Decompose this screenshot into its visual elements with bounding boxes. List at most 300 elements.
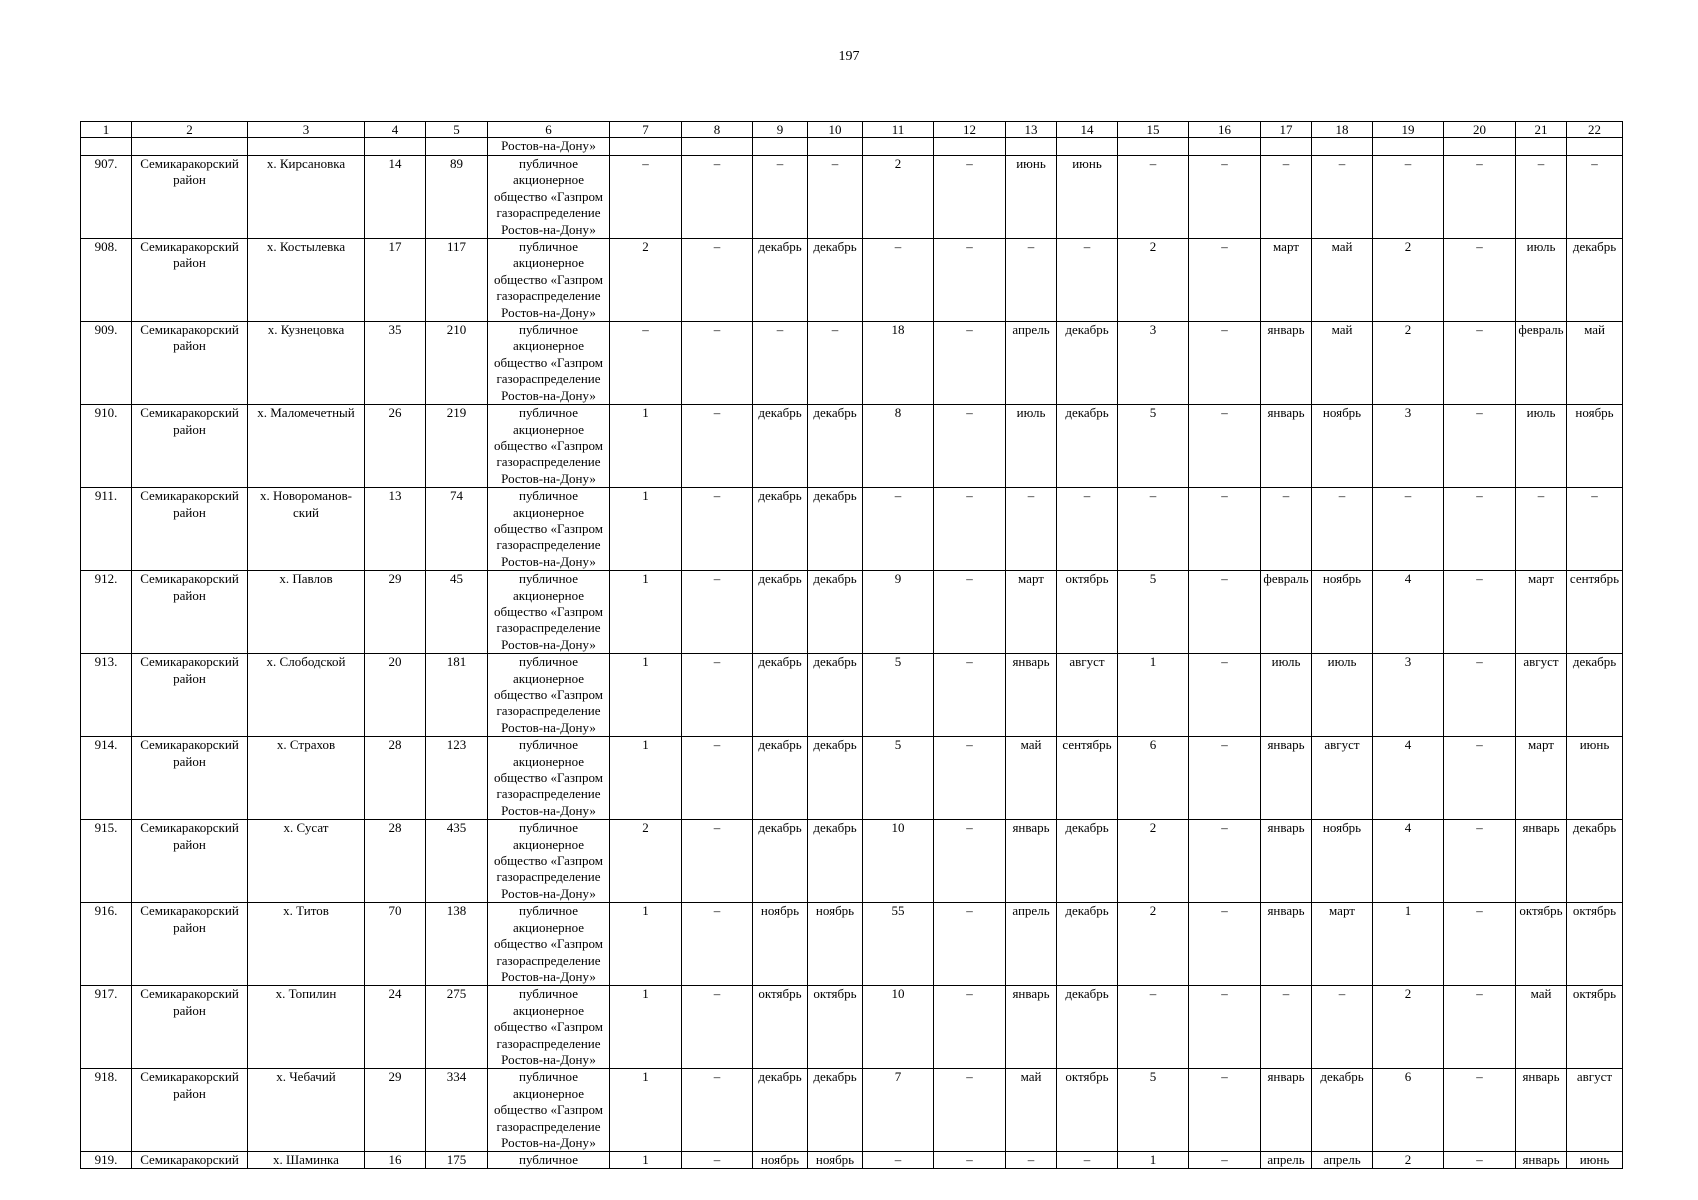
table-cell: – — [934, 903, 1006, 986]
table-cell: 334 — [426, 1069, 488, 1152]
table-cell: – — [1516, 488, 1567, 571]
column-number-header-row — [81, 122, 1623, 138]
table-cell: январь — [1516, 1152, 1567, 1169]
table-row — [81, 405, 1623, 488]
table-cell: октябрь — [1567, 903, 1623, 986]
table-cell: 1 — [610, 986, 682, 1069]
table-cell — [1516, 138, 1567, 156]
table-cell: 2 — [863, 156, 934, 239]
table-cell: – — [934, 156, 1006, 239]
table-cell: публичное акционерное общество «Газпром газораспределение Ростов-на-Дону» — [488, 571, 610, 654]
table-cell — [1312, 138, 1373, 156]
table-cell: август — [1516, 654, 1567, 737]
table-cell: – — [1444, 239, 1516, 322]
table-cell: 7 — [863, 1069, 934, 1152]
row-number-cell: 916. — [81, 903, 132, 986]
table-cell: – — [934, 239, 1006, 322]
table-cell: – — [1261, 488, 1312, 571]
table-cell: май — [1516, 986, 1567, 1069]
table-cell: публичное акционерное общество «Газпром газораспределение Ростов-на-Дону» — [488, 488, 610, 571]
table-cell: х. Кирсановка — [248, 156, 365, 239]
table-cell: 138 — [426, 903, 488, 986]
table-cell: – — [682, 654, 753, 737]
table-cell: х. Чебачий — [248, 1069, 365, 1152]
table-cell: – — [863, 488, 934, 571]
table-cell: май — [1312, 239, 1373, 322]
table-cell: – — [934, 488, 1006, 571]
table-cell: – — [1189, 1069, 1261, 1152]
table-cell: 5 — [863, 737, 934, 820]
table-cell: х. Шаминка — [248, 1152, 365, 1169]
table-cell: – — [1006, 1152, 1057, 1169]
column-number-header: 5 — [426, 122, 488, 138]
table-cell: декабрь — [808, 405, 863, 488]
table-cell: 1 — [610, 405, 682, 488]
table-cell: март — [1261, 239, 1312, 322]
table-cell: 2 — [1118, 820, 1189, 903]
table-cell: ноябрь — [808, 903, 863, 986]
table-cell: публичное акционерное общество «Газпром газораспределение Ростов-на-Дону» — [488, 239, 610, 322]
column-number-header: 6 — [488, 122, 610, 138]
table-cell: – — [1057, 1152, 1118, 1169]
table-cell: – — [682, 820, 753, 903]
table-cell: 13 — [365, 488, 426, 571]
table-cell: – — [610, 156, 682, 239]
column-number-header: 11 — [863, 122, 934, 138]
table-cell: 175 — [426, 1152, 488, 1169]
table-cell — [1118, 138, 1189, 156]
table-cell: – — [682, 156, 753, 239]
table-cell: 24 — [365, 986, 426, 1069]
table-cell: июнь — [1567, 1152, 1623, 1169]
table-cell: Семикаракорский район — [132, 654, 248, 737]
table-cell: 1 — [610, 903, 682, 986]
column-number-header: 17 — [1261, 122, 1312, 138]
table-cell: декабрь — [753, 654, 808, 737]
table-cell: октябрь — [1057, 571, 1118, 654]
column-number-header: 13 — [1006, 122, 1057, 138]
table-body — [81, 122, 1623, 1169]
table-cell: 5 — [1118, 405, 1189, 488]
table-cell: январь — [1006, 986, 1057, 1069]
table-cell: 3 — [1118, 322, 1189, 405]
table-cell: 181 — [426, 654, 488, 737]
table-cell: август — [1057, 654, 1118, 737]
continuation-row — [81, 138, 1623, 156]
table-cell: январь — [1516, 1069, 1567, 1152]
table-cell: май — [1006, 737, 1057, 820]
table-cell: январь — [1006, 654, 1057, 737]
table-cell — [1444, 138, 1516, 156]
table-cell: июль — [1312, 654, 1373, 737]
table-cell: декабрь — [753, 488, 808, 571]
table-cell — [132, 138, 248, 156]
table-cell: 1 — [610, 737, 682, 820]
table-cell: 3 — [1373, 654, 1444, 737]
row-number-cell: 914. — [81, 737, 132, 820]
table-cell: х. Маломечетный — [248, 405, 365, 488]
table-row — [81, 737, 1623, 820]
table-cell: декабрь — [753, 820, 808, 903]
table-cell — [1189, 138, 1261, 156]
table-cell: декабрь — [808, 820, 863, 903]
table-cell: – — [1444, 488, 1516, 571]
table-cell: х. Титов — [248, 903, 365, 986]
column-number-header: 21 — [1516, 122, 1567, 138]
row-number-cell: 910. — [81, 405, 132, 488]
table-cell: – — [1312, 986, 1373, 1069]
table-cell: декабрь — [1567, 820, 1623, 903]
table-cell: – — [1312, 156, 1373, 239]
table-cell: – — [1444, 903, 1516, 986]
table-cell: 6 — [1118, 737, 1189, 820]
table-cell: 20 — [365, 654, 426, 737]
table-cell — [426, 138, 488, 156]
table-cell: – — [682, 571, 753, 654]
table-cell: август — [1567, 1069, 1623, 1152]
table-cell: декабрь — [808, 654, 863, 737]
table-cell: – — [1118, 986, 1189, 1069]
table-cell: – — [1189, 820, 1261, 903]
page-number: 197 — [838, 49, 860, 64]
row-number-cell: 908. — [81, 239, 132, 322]
table-cell: – — [610, 322, 682, 405]
table-cell: публичное акционерное общество «Газпром газораспределение Ростов-на-Дону» — [488, 654, 610, 737]
table-cell: октябрь — [1057, 1069, 1118, 1152]
data-table — [80, 121, 1623, 1169]
table-cell: май — [1006, 1069, 1057, 1152]
table-cell: х. Кузнецовка — [248, 322, 365, 405]
table-cell: июль — [1516, 239, 1567, 322]
table-cell: 1 — [1118, 1152, 1189, 1169]
table-cell: 26 — [365, 405, 426, 488]
table-cell: февраль — [1516, 322, 1567, 405]
table-cell: март — [1312, 903, 1373, 986]
table-cell: 28 — [365, 737, 426, 820]
table-cell: Семикаракорский район — [132, 405, 248, 488]
table-cell: публичное акционерное общество «Газпром газораспределение Ростов-на-Дону» — [488, 903, 610, 986]
table-cell — [753, 138, 808, 156]
table-cell: Семикаракорский район — [132, 488, 248, 571]
table-cell: 4 — [1373, 571, 1444, 654]
table-cell: 14 — [365, 156, 426, 239]
table-cell: – — [1373, 156, 1444, 239]
column-number-header: 4 — [365, 122, 426, 138]
table-cell — [1373, 138, 1444, 156]
table-cell: – — [1189, 239, 1261, 322]
column-number-header: 2 — [132, 122, 248, 138]
table-cell: июнь — [1567, 737, 1623, 820]
table-cell: февраль — [1261, 571, 1312, 654]
table-cell: декабрь — [808, 571, 863, 654]
column-number-header: 9 — [753, 122, 808, 138]
table-cell: май — [1312, 322, 1373, 405]
table-cell: 29 — [365, 571, 426, 654]
table-cell: январь — [1516, 820, 1567, 903]
table-cell: – — [808, 322, 863, 405]
table-cell: публичное акционерное общество «Газпром газораспределение Ростов-на-Дону» — [488, 322, 610, 405]
table-cell: х. Слободской — [248, 654, 365, 737]
table-cell: декабрь — [1567, 654, 1623, 737]
table-cell: Семикаракорский район — [132, 571, 248, 654]
table-cell: ноябрь — [753, 903, 808, 986]
table-cell: – — [1189, 654, 1261, 737]
table-cell: 10 — [863, 820, 934, 903]
table-cell: – — [1118, 488, 1189, 571]
table-cell: январь — [1261, 1069, 1312, 1152]
column-number-header: 19 — [1373, 122, 1444, 138]
table-cell: – — [1189, 986, 1261, 1069]
table-cell — [610, 138, 682, 156]
table-cell: ноябрь — [1312, 405, 1373, 488]
table-cell: октябрь — [1516, 903, 1567, 986]
table-cell: – — [863, 1152, 934, 1169]
table-cell: х. Костылевка — [248, 239, 365, 322]
table-cell: – — [682, 1069, 753, 1152]
table-cell: – — [1444, 405, 1516, 488]
table-cell: – — [1006, 488, 1057, 571]
table-cell: апрель — [1312, 1152, 1373, 1169]
table-cell: 17 — [365, 239, 426, 322]
column-number-header: 16 — [1189, 122, 1261, 138]
table-row — [81, 488, 1623, 571]
table-cell: – — [934, 405, 1006, 488]
table-cell: 5 — [1118, 571, 1189, 654]
table-cell: август — [1312, 737, 1373, 820]
table-row — [81, 1069, 1623, 1152]
column-number-header: 14 — [1057, 122, 1118, 138]
table-cell: – — [934, 820, 1006, 903]
table-cell: ноябрь — [1567, 405, 1623, 488]
table-cell: 2 — [1373, 986, 1444, 1069]
table-cell: публичное — [488, 1152, 610, 1169]
table-cell: 275 — [426, 986, 488, 1069]
column-number-header: 18 — [1312, 122, 1373, 138]
table-cell: декабрь — [808, 737, 863, 820]
table-cell: декабрь — [808, 239, 863, 322]
table-cell: 117 — [426, 239, 488, 322]
column-number-header: 3 — [248, 122, 365, 138]
table-cell: – — [1189, 1152, 1261, 1169]
column-number-header: 8 — [682, 122, 753, 138]
table-cell: – — [1567, 156, 1623, 239]
table-cell: апрель — [1261, 1152, 1312, 1169]
table-cell: – — [753, 322, 808, 405]
row-number-cell: 909. — [81, 322, 132, 405]
table-row — [81, 1152, 1623, 1169]
table-cell: декабрь — [1057, 405, 1118, 488]
table-cell: 18 — [863, 322, 934, 405]
table-cell: сентябрь — [1567, 571, 1623, 654]
table-cell: – — [808, 156, 863, 239]
table-cell: Семикаракорский район — [132, 820, 248, 903]
table-cell: 2 — [610, 239, 682, 322]
table-cell — [365, 138, 426, 156]
table-cell — [1567, 138, 1623, 156]
table-row — [81, 322, 1623, 405]
table-cell: 1 — [1373, 903, 1444, 986]
table-cell — [1006, 138, 1057, 156]
table-cell: 55 — [863, 903, 934, 986]
row-number-cell: 917. — [81, 986, 132, 1069]
table-row — [81, 156, 1623, 239]
table-cell: – — [1444, 571, 1516, 654]
table-cell: 2 — [610, 820, 682, 903]
table-cell: – — [1261, 986, 1312, 1069]
table-cell: Семикаракорский район — [132, 239, 248, 322]
table-cell — [808, 138, 863, 156]
table-cell: 28 — [365, 820, 426, 903]
table-cell: Ростов-на-Дону» — [488, 138, 610, 156]
table-cell — [863, 138, 934, 156]
table-cell: х. Новороманов-ский — [248, 488, 365, 571]
table-cell: декабрь — [753, 737, 808, 820]
table-cell: Семикаракорский район — [132, 156, 248, 239]
column-number-header: 22 — [1567, 122, 1623, 138]
table-cell: – — [1189, 488, 1261, 571]
table-cell: публичное акционерное общество «Газпром газораспределение Ростов-на-Дону» — [488, 405, 610, 488]
table-cell: – — [1312, 488, 1373, 571]
table-cell: ноябрь — [808, 1152, 863, 1169]
table-row — [81, 903, 1623, 986]
table-cell: январь — [1261, 737, 1312, 820]
table-cell: – — [682, 986, 753, 1069]
table-cell: июль — [1006, 405, 1057, 488]
table-cell: 3 — [1373, 405, 1444, 488]
table-cell — [934, 138, 1006, 156]
table-cell: – — [863, 239, 934, 322]
table-cell: 1 — [610, 1152, 682, 1169]
table-cell: декабрь — [1057, 820, 1118, 903]
row-number-cell: 912. — [81, 571, 132, 654]
table-cell: – — [1189, 322, 1261, 405]
table-cell: – — [934, 654, 1006, 737]
table-cell: публичное акционерное общество «Газпром газораспределение Ростов-на-Дону» — [488, 820, 610, 903]
table-cell — [1261, 138, 1312, 156]
table-row — [81, 571, 1623, 654]
table-cell: апрель — [1006, 322, 1057, 405]
table-cell: январь — [1261, 322, 1312, 405]
table-cell: – — [1057, 488, 1118, 571]
column-number-header: 10 — [808, 122, 863, 138]
column-number-header: 1 — [81, 122, 132, 138]
table-cell: 2 — [1373, 1152, 1444, 1169]
table-cell: Семикаракорский район — [132, 737, 248, 820]
table-cell: 10 — [863, 986, 934, 1069]
table-cell: 29 — [365, 1069, 426, 1152]
table-cell: – — [1118, 156, 1189, 239]
table-cell: 5 — [863, 654, 934, 737]
table-cell: х. Страхов — [248, 737, 365, 820]
table-cell: – — [682, 903, 753, 986]
table-cell — [682, 138, 753, 156]
table-cell: – — [682, 405, 753, 488]
table-cell: х. Топилин — [248, 986, 365, 1069]
table-cell: х. Сусат — [248, 820, 365, 903]
table-cell: январь — [1006, 820, 1057, 903]
table-cell: 4 — [1373, 820, 1444, 903]
table-row — [81, 820, 1623, 903]
table-cell: 35 — [365, 322, 426, 405]
row-number-cell: 915. — [81, 820, 132, 903]
table-cell — [81, 138, 132, 156]
table-cell: апрель — [1006, 903, 1057, 986]
table-cell: – — [934, 571, 1006, 654]
table-cell: 16 — [365, 1152, 426, 1169]
table-cell: 1 — [1118, 654, 1189, 737]
table-cell: – — [682, 239, 753, 322]
table-cell: – — [682, 1152, 753, 1169]
table-cell: – — [934, 737, 1006, 820]
table-cell: 1 — [610, 571, 682, 654]
table-cell: – — [1373, 488, 1444, 571]
table-cell: декабрь — [1567, 239, 1623, 322]
table-cell: 2 — [1373, 239, 1444, 322]
table-cell: 219 — [426, 405, 488, 488]
table-cell: июль — [1261, 654, 1312, 737]
table-cell: 5 — [1118, 1069, 1189, 1152]
table-cell: июнь — [1006, 156, 1057, 239]
table-row — [81, 239, 1623, 322]
row-number-cell: 907. — [81, 156, 132, 239]
table-cell: – — [1444, 737, 1516, 820]
table-cell: – — [682, 488, 753, 571]
table-cell: Семикаракорский район — [132, 903, 248, 986]
table-cell: март — [1516, 737, 1567, 820]
table-cell: 210 — [426, 322, 488, 405]
table-cell — [248, 138, 365, 156]
table-cell: – — [934, 1069, 1006, 1152]
column-number-header: 20 — [1444, 122, 1516, 138]
table-cell: – — [1444, 322, 1516, 405]
table-cell: 1 — [610, 488, 682, 571]
column-number-header: 7 — [610, 122, 682, 138]
table-cell: октябрь — [808, 986, 863, 1069]
table-cell: – — [934, 986, 1006, 1069]
table-cell — [1057, 138, 1118, 156]
column-number-header: 12 — [934, 122, 1006, 138]
table-cell: июль — [1516, 405, 1567, 488]
table-cell: 74 — [426, 488, 488, 571]
table-cell: декабрь — [808, 488, 863, 571]
table-cell: июнь — [1057, 156, 1118, 239]
table-cell: январь — [1261, 405, 1312, 488]
table-cell: публичное акционерное общество «Газпром газораспределение Ростов-на-Дону» — [488, 737, 610, 820]
table-cell: – — [1057, 239, 1118, 322]
table-cell: – — [682, 322, 753, 405]
table-cell: 8 — [863, 405, 934, 488]
table-cell: – — [1567, 488, 1623, 571]
table-cell: – — [1189, 903, 1261, 986]
table-cell: – — [1261, 156, 1312, 239]
table-cell: – — [1444, 1069, 1516, 1152]
table-cell: – — [1189, 737, 1261, 820]
table-cell: – — [1444, 156, 1516, 239]
row-number-cell: 913. — [81, 654, 132, 737]
table-cell: март — [1516, 571, 1567, 654]
table-cell: март — [1006, 571, 1057, 654]
table-cell: – — [1444, 986, 1516, 1069]
table-cell: – — [1189, 571, 1261, 654]
table-cell: 435 — [426, 820, 488, 903]
table-cell: 4 — [1373, 737, 1444, 820]
table-cell: декабрь — [753, 1069, 808, 1152]
table-cell: 2 — [1373, 322, 1444, 405]
table-cell: 123 — [426, 737, 488, 820]
table-cell: октябрь — [753, 986, 808, 1069]
table-cell: Семикаракорский район — [132, 1069, 248, 1152]
table-cell: 2 — [1118, 903, 1189, 986]
